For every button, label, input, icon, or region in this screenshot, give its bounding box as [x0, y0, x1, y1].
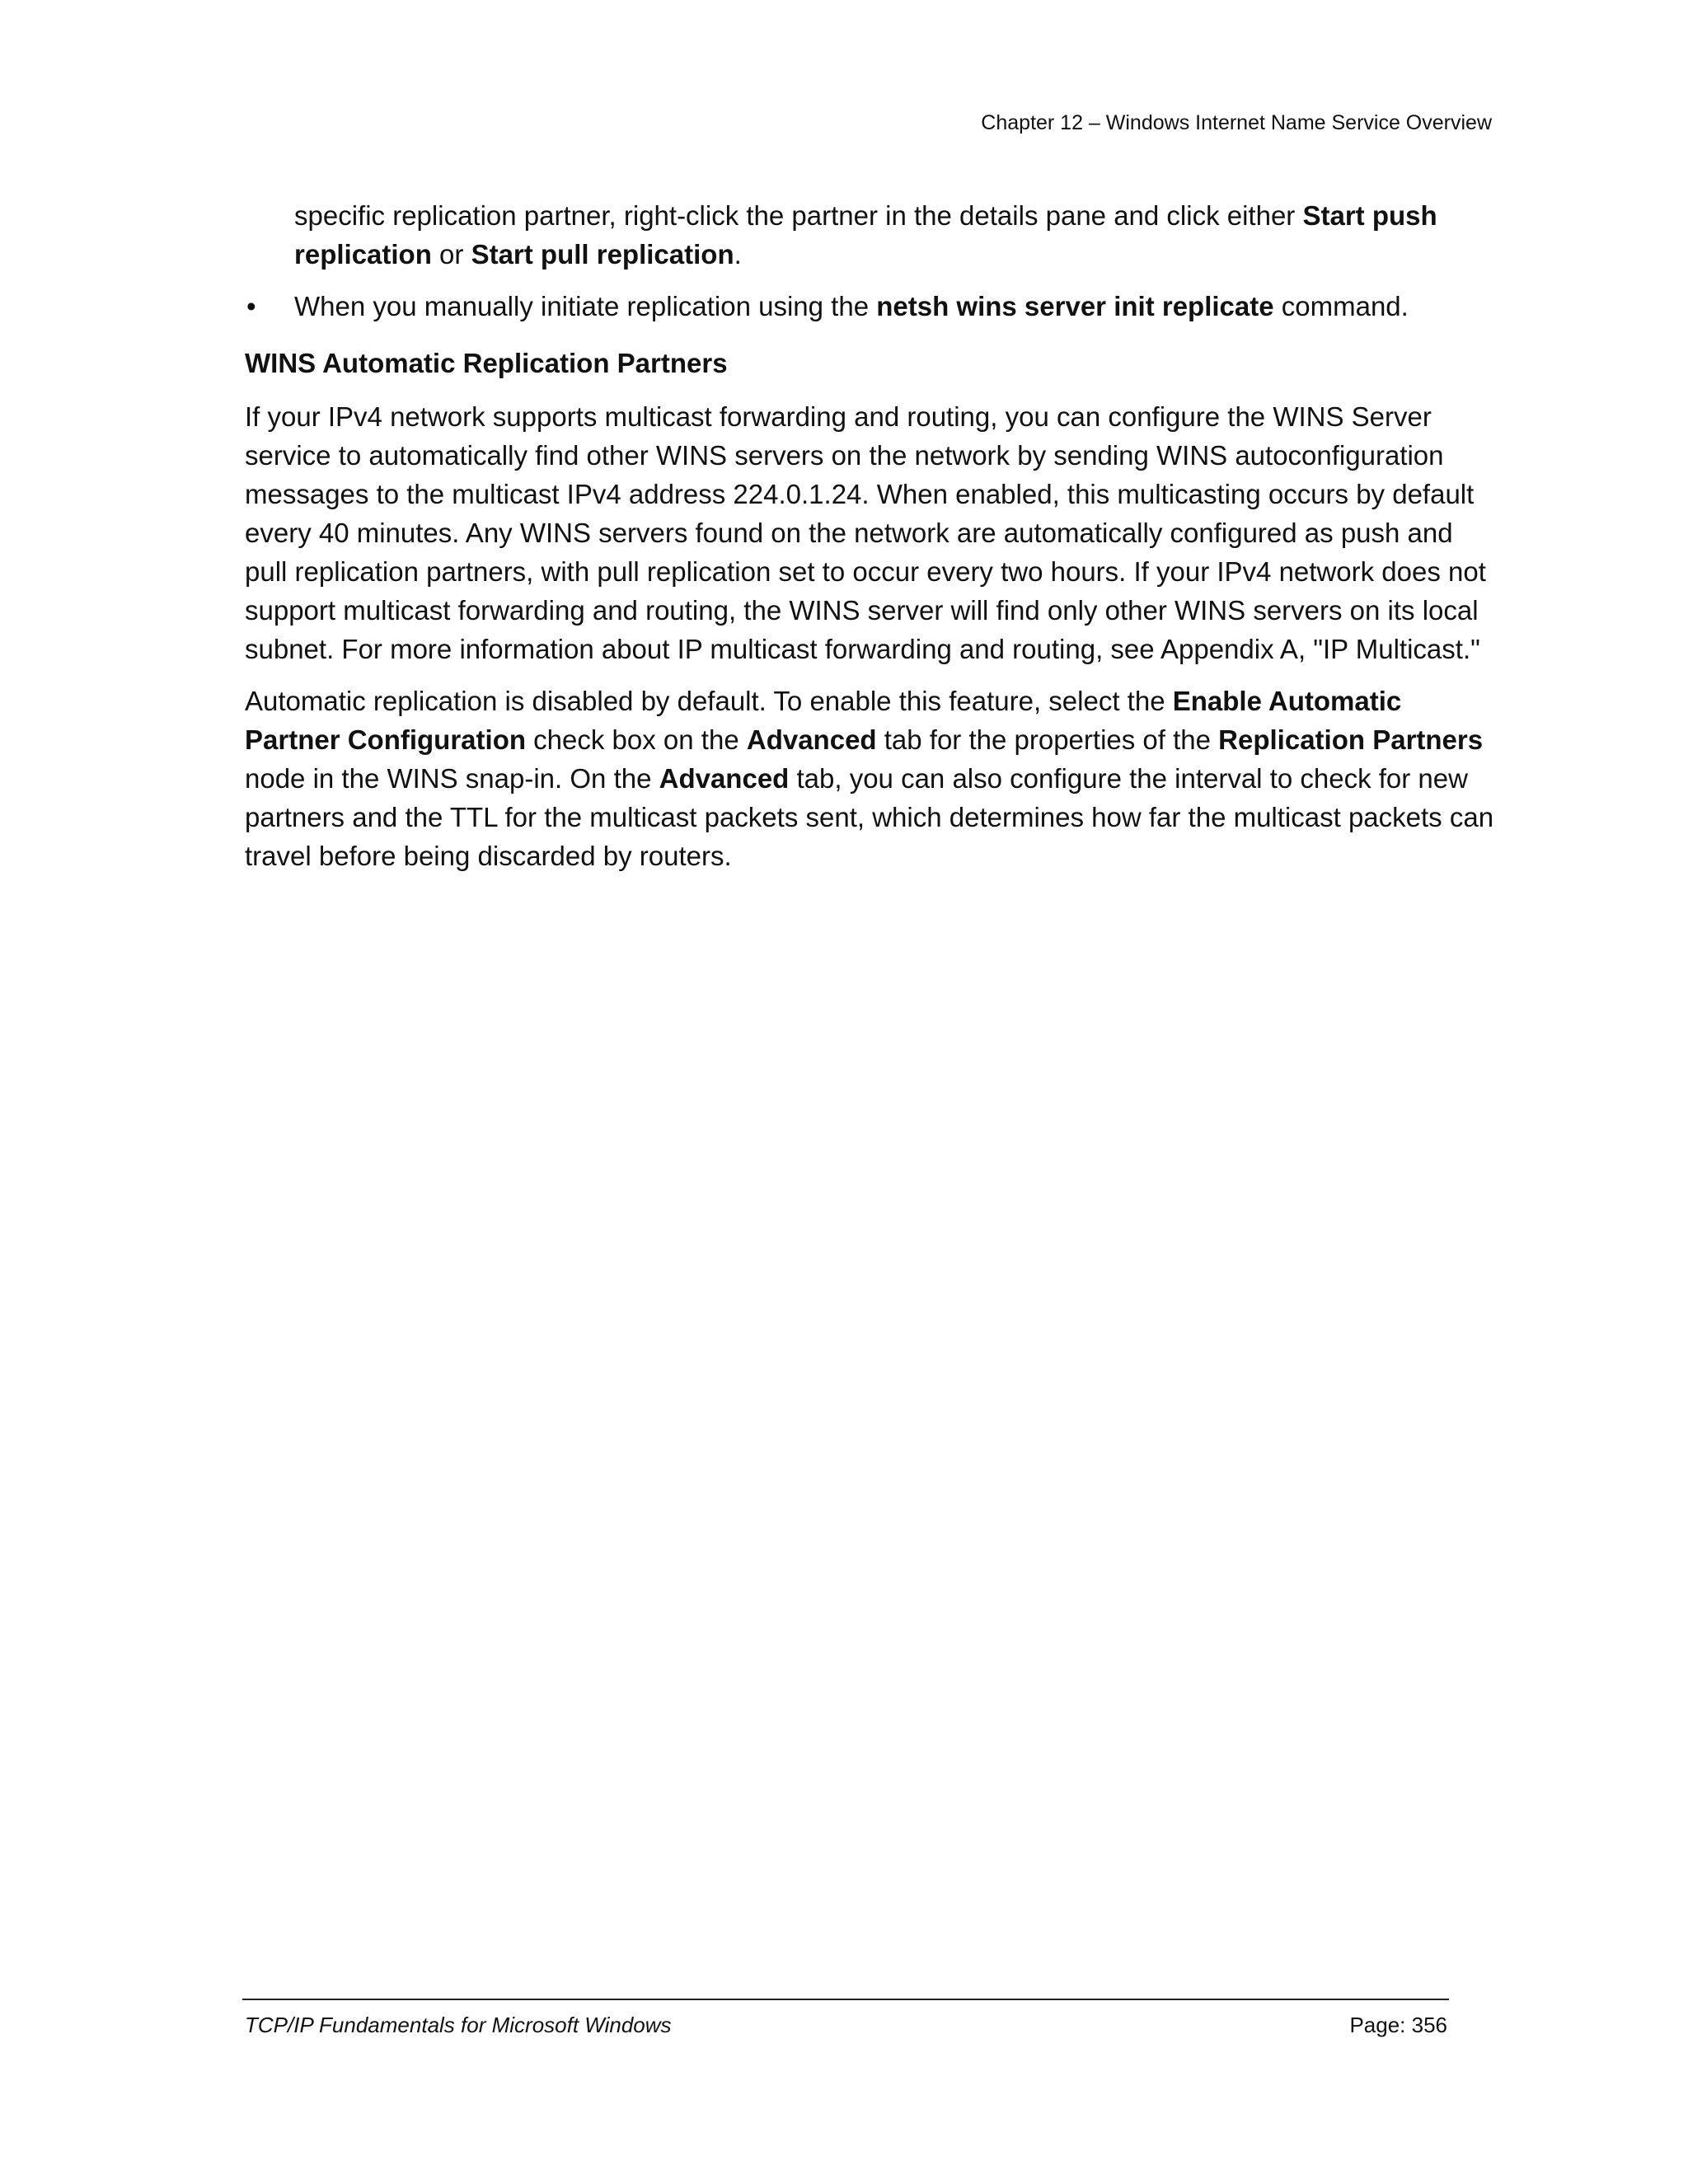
paragraph	[245, 682, 1498, 875]
text-run: node in the WINS snap-in. On the	[245, 763, 659, 794]
bullet-icon: •	[246, 291, 256, 321]
bold-term: Advanced	[746, 724, 877, 755]
bold-term: Advanced	[659, 763, 790, 794]
section-heading: WINS Automatic Replication Partners	[245, 348, 728, 378]
bold-term: Replication Partners	[1218, 724, 1484, 755]
page-body	[245, 196, 1498, 888]
text-run: Automatic replication is disabled by default. To enable this feature, select the	[245, 686, 1173, 716]
bold-term: Enable Automatic Partner Configuration	[245, 686, 1402, 755]
text-run: check box on the	[526, 724, 747, 755]
text-run: tab for the properties of the	[876, 724, 1219, 755]
paragraph: If your IPv4 network supports multicast forwarding and routing, you can configure the WINS Server service to automatically find other WINS servers on the network by sending WINS autoconfiguration messages to the multicast IPv4 address 224.0.1.24. When enabled, this multicasting occurs by default every 40 minutes. Any WINS servers found on the network are automatically configured as push and pull replication partners, with pull replication set to occur every two hours. If your IPv4 network does not support multicast forwarding and routing, the WINS server will find only other WINS servers on its local subnet. For more information about IP multicast forwarding and routing, see Appendix A, "IP Multicast."	[245, 401, 1486, 664]
footer-divider	[242, 1999, 1449, 2000]
text-run: or	[431, 239, 471, 269]
footer-book-title: TCP/IP Fundamentals for Microsoft Windows	[245, 2013, 672, 2037]
bold-term: Start push replication	[294, 200, 1437, 269]
continued-list-item	[294, 196, 1498, 274]
text-run: tab, you can also configure the interval to check for new partners and the TTL for the multicast packets sent, which determines how far the multicast packets can travel before being discarded by routers.	[245, 763, 1494, 871]
text-run: specific replication partner, right-click the partner in the details pane and click either	[294, 200, 1303, 231]
footer-page-number: Page: 356	[1349, 2013, 1447, 2037]
text-run: .	[734, 239, 742, 269]
running-header: Chapter 12 – Windows Internet Name Service Overview	[981, 111, 1492, 134]
bold-term: netsh wins server init replicate	[876, 291, 1274, 321]
text-run: command.	[1273, 291, 1409, 321]
bold-term: Start pull replication	[471, 239, 734, 269]
text-run: When you manually initiate replication using the	[294, 291, 877, 321]
bullet-list-item	[246, 287, 1498, 326]
